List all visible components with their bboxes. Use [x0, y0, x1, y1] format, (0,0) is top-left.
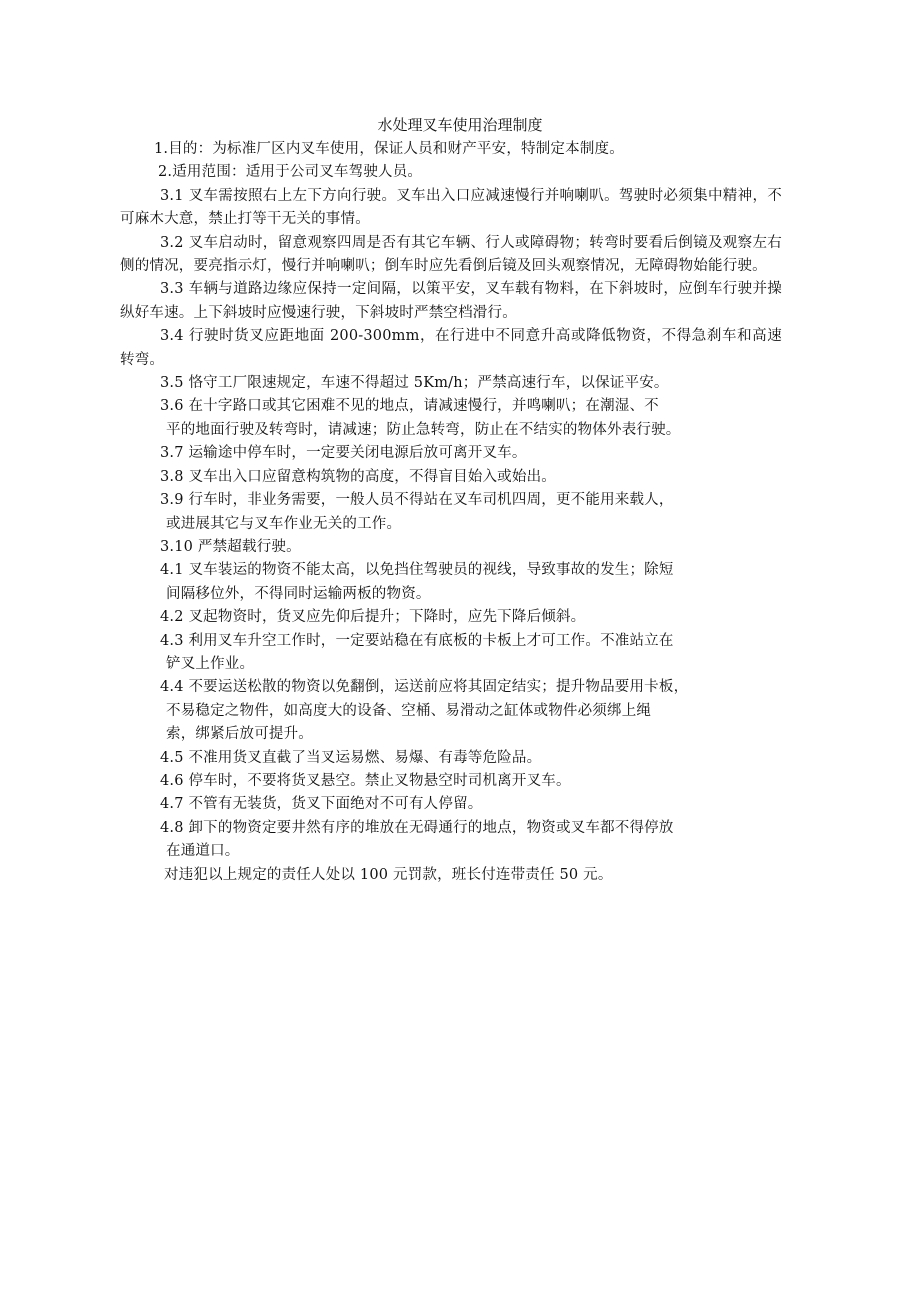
text-line: 3.7 运输途中停车时，一定要关闭电源后放可离开叉车。: [160, 445, 527, 462]
text-line: 1.目的：为标准厂区内叉车使用，保证人员和财产平安，特制定本制度。: [154, 141, 624, 157]
paragraph-4-8: [140, 817, 782, 864]
paragraph-scope: [140, 161, 782, 184]
document-body: [120, 138, 782, 887]
text-line: 对违犯以上规定的责任人处以 100 元罚款，班长付连带责任 50 元。: [164, 866, 613, 883]
paragraph-3-6: [140, 395, 782, 442]
text-line: 平的地面行驶及转弯时，请减速；防止急转弯，防止在不结实的物体外表行驶。: [166, 421, 681, 438]
text-line: 2.适用范围：适用于公司叉车驾驶人员。: [158, 164, 423, 181]
paragraph-4-6: [140, 770, 782, 793]
text-line: 3.5 恪守工厂限速规定，车速不得超过 5Km/h；严禁高速行车，以保证平安。: [160, 375, 669, 392]
paragraph-4-7: [140, 793, 782, 816]
text-line: 3.6 在十字路口或其它困难不见的地点，请减速慢行，并鸣喇叭；在潮湿、不: [160, 398, 659, 415]
paragraph-3-7: [140, 442, 782, 465]
text-line: 铲叉上作业。: [166, 655, 255, 672]
text-line: 4.6 停车时，不要将货叉悬空。禁止叉物悬空时司机离开叉车。: [160, 772, 571, 789]
text-line: 间隔移位外，不得同时运输两板的物资。: [166, 585, 431, 602]
text-line: 4.7 不管有无装货，货叉下面绝对不可有人停留。: [160, 796, 483, 813]
text-line: 4.3 利用叉车升空工作时，一定要站稳在有底板的卡板上才可工作。不准站立在: [160, 632, 674, 649]
paragraph-3-3: 3.3 车辆与道路边缘应保持一定间隔，以策平安，叉车载有物料，在下斜坡时，应倒车行驶并操纵好车速。上下斜坡时应慢速行驶，下斜坡时严禁空档滑行。: [120, 281, 782, 321]
text-line: 4.5 不准用货叉直截了当叉运易燃、易爆、有毒等危险品。: [160, 749, 542, 766]
paragraph-3-10: [140, 536, 782, 559]
text-line: 不易稳定之物件，如高度大的设备、空桶、易滑动之缸体或物件必须绑上绳: [166, 702, 652, 719]
paragraph-3-5: [140, 372, 782, 395]
paragraph-4-4: [140, 676, 782, 746]
paragraph-4-2: [140, 606, 782, 629]
text-line: 4.1 叉车装运的物资不能太高，以免挡住驾驶员的视线，导致事故的发生；除短: [160, 562, 674, 579]
text-line: 3.9 行车时，非业务需要，一般人员不得站在叉车司机四周，更不能用来载人，: [160, 492, 674, 509]
paragraph-3-9: [140, 489, 782, 536]
paragraph-3-1: 3.1 叉车需按照右上左下方向行驶。叉车出入口应减速慢行并响喇叭。驾驶时必须集中精神，不可麻木大意，禁止打等干无关的事情。: [120, 187, 782, 228]
document-title: 水处理叉车使用治理制度: [377, 116, 543, 134]
paragraph-3-4: 3.4 行驶时货叉应距地面 200-300mm，在行进中不同意升高或降低物资，不得急刹车和高速转弯。: [120, 328, 782, 368]
paragraph-4-1: [140, 559, 782, 606]
paragraph-4-3: [140, 630, 782, 677]
paragraph-3-2: 3.2 叉车启动时，留意观察四周是否有其它车辆、行人或障碍物；转弯时要看后倒镜及观察左右侧的情况，要亮指示灯，慢行并响喇叭；倒车时应先看倒后镜及回头观察情况，无障碍物始能行驶。: [120, 234, 782, 275]
text-line: 4.4 不要运送松散的物资以免翻倒，运送前应将其固定结实；提升物品要用卡板，: [160, 679, 689, 696]
paragraph-4-5: [140, 747, 782, 770]
text-line: 3.10 严禁超载行驶。: [160, 538, 301, 555]
text-line: 在通道口。: [166, 843, 240, 860]
paragraph-purpose: [140, 138, 782, 161]
text-line: 4.8 卸下的物资定要井然有序的堆放在无碍通行的地点，物资或叉车都不得停放: [160, 819, 674, 836]
paragraph-penalty: [140, 864, 782, 887]
text-line: 或进展其它与叉车作业无关的工作。: [166, 515, 402, 532]
text-line: 索，绑紧后放可提升。: [166, 726, 313, 743]
text-line: 4.2 叉起物资时，货叉应先仰后提升；下降时，应先下降后倾斜。: [160, 609, 586, 626]
text-line: 3.8 叉车出入口应留意构筑物的高度，不得盲目始入或始出。: [160, 468, 556, 485]
paragraph-3-8: [140, 466, 782, 489]
